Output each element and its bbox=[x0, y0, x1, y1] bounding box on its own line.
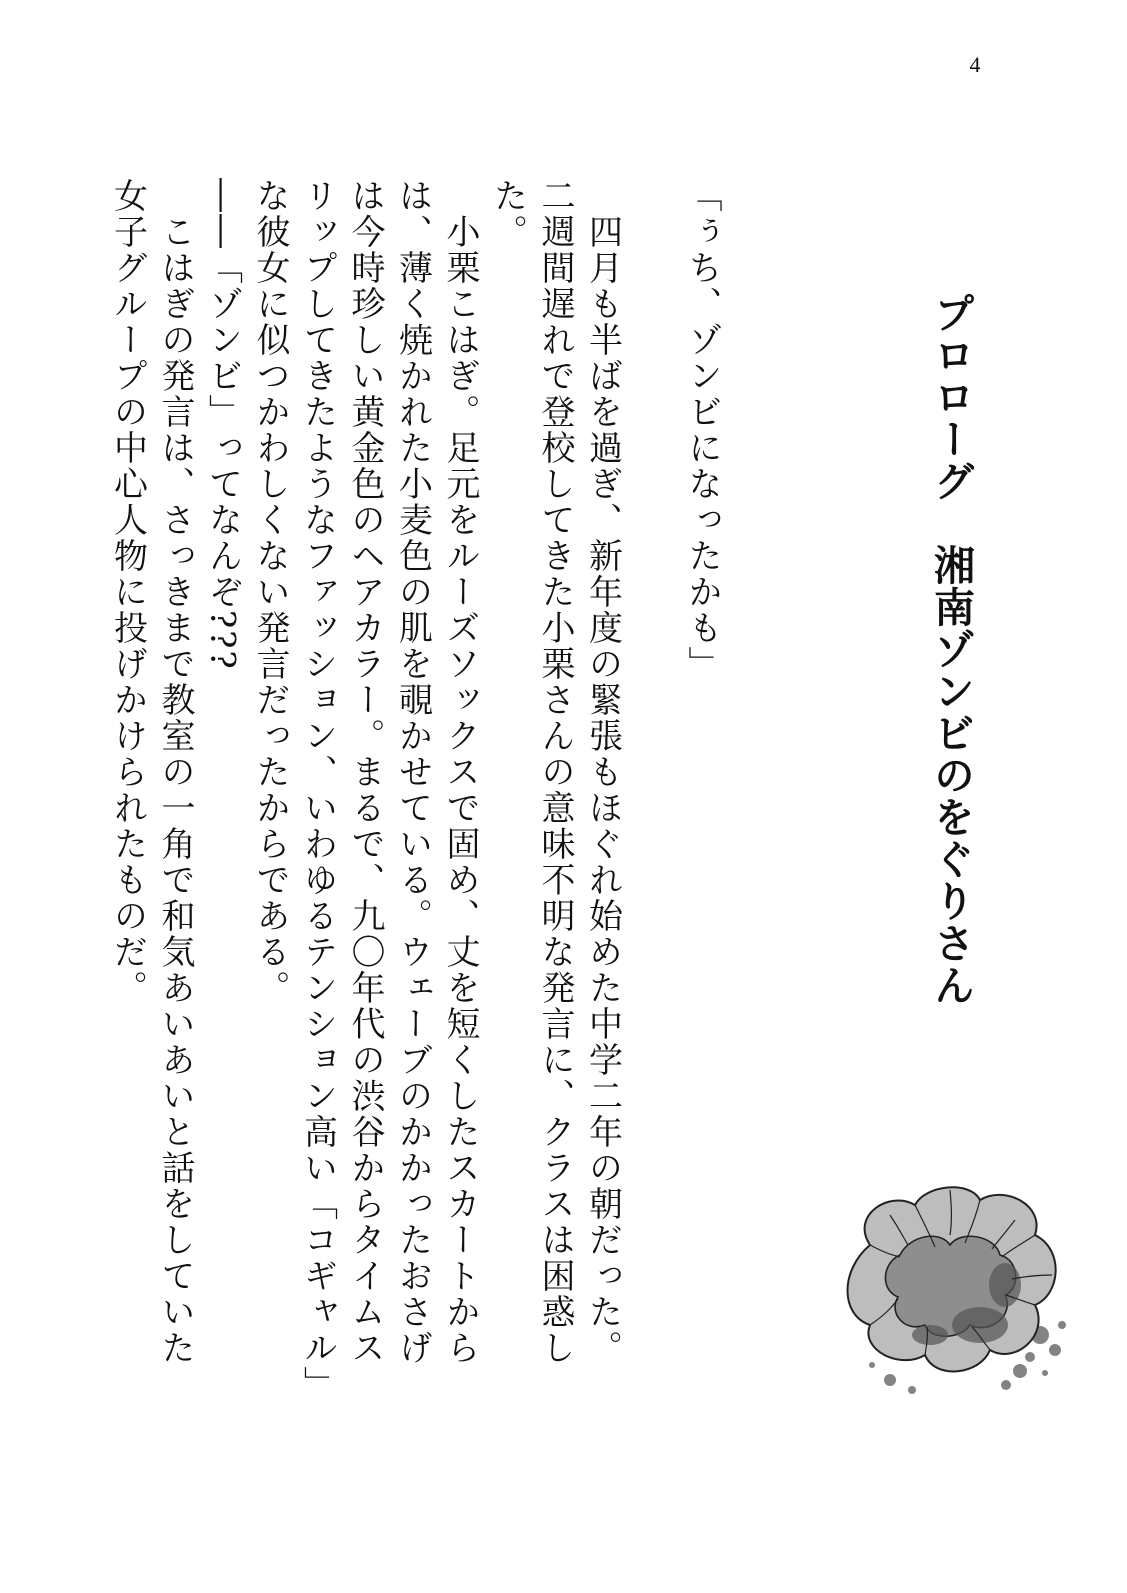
scrunchie-illustration bbox=[830, 1175, 1080, 1405]
paragraph-3: ――「ゾンビ」ってなんぞ??? bbox=[202, 178, 243, 671]
paragraph-2: 小栗こはぎ。足元をルーズソックスで固め、丈を短くしたスカートからは、薄く焼かれた小麦色の肌を覗かせている。ウェーブのかかったおさげは今時珍しい黄金色のヘアカラー。まるで、九〇年代の渋谷からタイムスリップしてきたようなファッション、いわゆるテンション高い「コギャル」な彼女に似つかわしくない発言だったからである。 bbox=[250, 178, 480, 1385]
opening-quote: 「ぅち、ゾンビになったかも」 bbox=[682, 178, 722, 682]
paragraph-1: 四月も半ばを過ぎ、新年度の緊張もほぐれ始めた中学二年の朝だった。二週間遅れで登校してきた小栗さんの意味不明な発言に、クラスは困惑した。 bbox=[487, 178, 623, 1366]
chapter-title: プロローグ 湘南ゾンビのをぐりさん bbox=[927, 292, 975, 1006]
body-text bbox=[103, 178, 725, 1388]
paragraph-4: こはぎの発言は、さっきまで教室の一角で和気あいあいと話をしていた女子グループの中心人物に投げかけられたものだ。 bbox=[107, 178, 195, 1366]
page-number: 4 bbox=[969, 52, 981, 77]
